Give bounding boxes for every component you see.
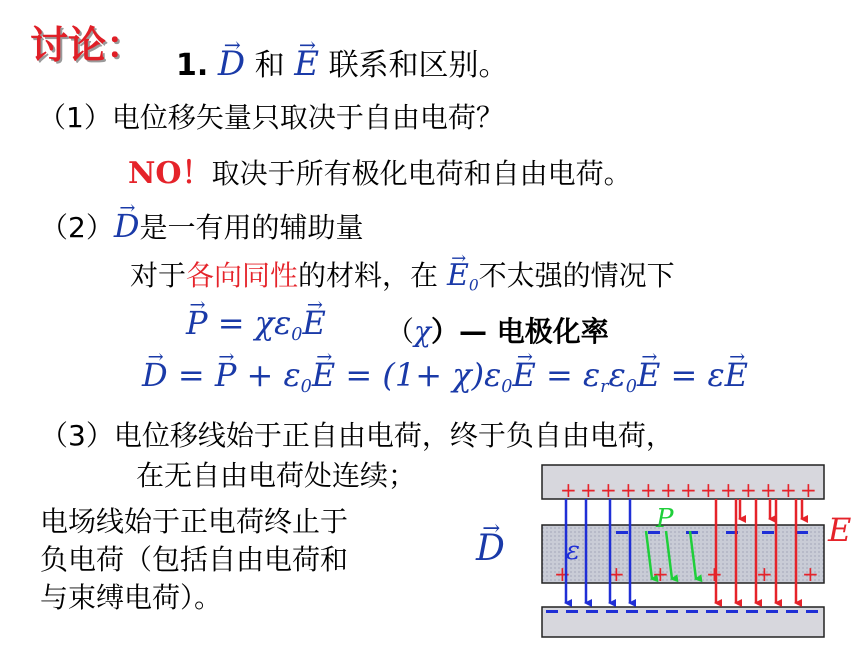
svg-text:+: + (706, 562, 723, 586)
vector-e: → E (725, 356, 748, 394)
point-1-label: （1） (38, 101, 112, 134)
svg-text:+: + (760, 478, 777, 502)
epsilon-r: = ε (546, 356, 601, 394)
svg-text:+: + (660, 478, 677, 502)
detail-mid: 的材料，在 (298, 259, 439, 292)
svg-text:+: + (720, 478, 737, 502)
svg-text:+: + (740, 478, 757, 502)
no-answer (128, 148, 632, 192)
conjunction-and: 和 (254, 48, 285, 83)
svg-text:+: + (652, 562, 669, 586)
vector-e: → E (302, 304, 325, 342)
point-1-text: 电位移矢量只取决于自由电荷？ (111, 101, 504, 134)
question-1 (176, 40, 509, 84)
vector-e: → E (294, 44, 319, 84)
point-2-text: 是一有用的辅助量 (139, 211, 364, 244)
e-label: E (828, 511, 852, 549)
point-2-detail (130, 254, 675, 294)
vector-d: → D (114, 207, 140, 245)
svg-text:+: + (756, 562, 773, 586)
question-number: 1. (176, 48, 209, 83)
epsilon: ε (608, 356, 626, 394)
no-explanation: 取决于所有极化电荷和自由电荷。 (211, 157, 632, 190)
note-text: ）— 电极化率 (430, 315, 609, 348)
dielectric-slab (542, 525, 824, 583)
section-heading: 讨论： (30, 23, 145, 67)
vector-d-label: → D (476, 528, 505, 569)
svg-text:+: + (780, 478, 797, 502)
vector-d: → D (218, 44, 245, 84)
epsilon-label: ε (566, 536, 580, 566)
epsilon: = ε (670, 356, 725, 394)
bottom-plate (542, 607, 824, 637)
svg-text:+: + (680, 478, 697, 502)
equals: = (217, 304, 245, 342)
point-2-label: （2） (40, 211, 114, 244)
svg-text:+: + (560, 478, 577, 502)
question-tail: 联系和区别。 (328, 48, 509, 83)
vector-e: → E (512, 356, 535, 394)
subscript-0: 0 (300, 377, 312, 398)
point-3-label: （3） (40, 419, 114, 452)
vector-e0: → E (447, 258, 469, 293)
subscript-r: r (600, 377, 609, 398)
vector-e: → E (312, 356, 335, 394)
equals: = (177, 356, 205, 394)
subscript-0: 0 (501, 377, 513, 398)
p-label: P (656, 504, 674, 534)
no-mark: NO！ (128, 156, 212, 191)
field-line-line-2: 负电荷（包括自由电荷和 (40, 543, 349, 576)
paren-open: （ (386, 315, 415, 348)
subscript-0: 0 (625, 377, 637, 398)
svg-text:+: + (640, 478, 657, 502)
detail-post: 不太强的情况下 (478, 259, 675, 292)
plus-epsilon: + ε (246, 356, 301, 394)
subscript-0: 0 (468, 276, 479, 295)
isotropic-highlight: 各向同性 (186, 259, 299, 292)
equation-polarization (186, 304, 326, 345)
field-line-line-3: 与束缚电荷）。 (40, 581, 223, 614)
point-3-text: 电位移线始于正自由电荷，终于负自由电荷， (113, 419, 674, 452)
svg-text:+: + (608, 562, 625, 586)
svg-text:+: + (800, 478, 817, 502)
point-1 (38, 96, 504, 136)
vector-e: → E (637, 356, 660, 394)
svg-text:+: + (600, 478, 617, 502)
one-plus-chi: = (1+ χ)ε (345, 356, 502, 394)
equation-displacement (142, 356, 748, 397)
field-line-line-1: 电场线始于正电荷终止于 (40, 505, 349, 538)
vector-d: → D (142, 356, 168, 394)
vector-p: → P (186, 304, 208, 342)
subscript-0: 0 (291, 325, 303, 346)
svg-text:+: + (700, 478, 717, 502)
chi-symbol: χ (414, 315, 431, 348)
svg-text:+: + (554, 562, 571, 586)
svg-text:+: + (620, 478, 637, 502)
capacitor-diagram (530, 455, 860, 643)
point-3-cont: 在无自由电荷处连续； (136, 459, 417, 492)
detail-pre: 对于 (130, 259, 187, 292)
svg-text:+: + (580, 478, 597, 502)
point-3 (40, 414, 674, 454)
point-2 (40, 206, 364, 246)
vector-p: → P (215, 356, 237, 394)
chi-epsilon: χε (254, 304, 292, 342)
svg-text:+: + (802, 562, 819, 586)
susceptibility-note (386, 310, 609, 350)
